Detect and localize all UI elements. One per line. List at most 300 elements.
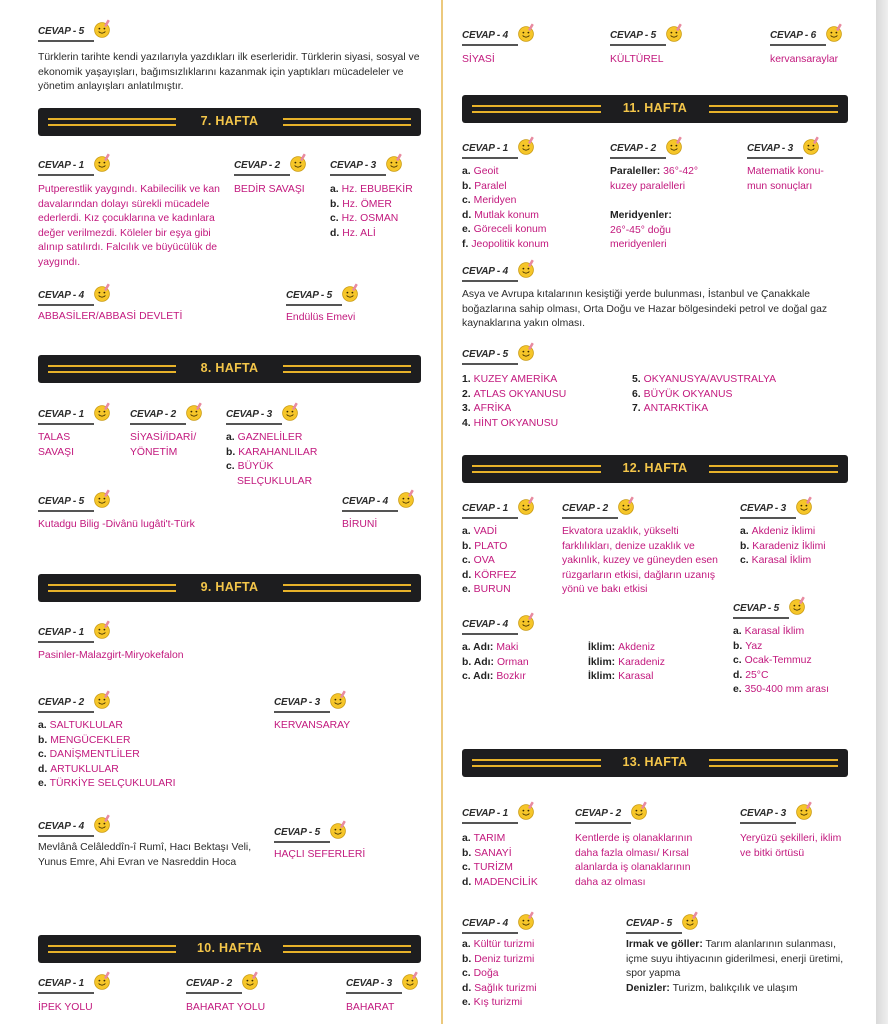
answer-header	[130, 402, 210, 426]
list-value: TURİZM	[473, 862, 513, 874]
list-value: Karasal İklim	[744, 626, 805, 637]
answer-underline	[462, 517, 518, 519]
banner-line	[703, 759, 838, 761]
list-item	[462, 180, 549, 195]
list-key: a.	[462, 166, 471, 177]
answer-header	[740, 496, 820, 520]
list-item	[462, 223, 549, 238]
answer-label: CEVAP - 2	[562, 503, 608, 514]
list-key: 2.	[462, 388, 471, 400]
answer-text: SİYASİ	[462, 54, 495, 65]
list-item	[740, 540, 826, 555]
list-key: b.	[740, 540, 750, 552]
smiley-pencil-icon	[516, 911, 536, 931]
list-key: 3.	[462, 403, 471, 415]
answer-label: CEVAP - 5	[610, 30, 656, 41]
answer-list	[462, 938, 537, 1011]
list-key: c.	[38, 749, 47, 761]
answer-underline	[626, 932, 682, 934]
list-item	[462, 554, 516, 569]
banner-line	[48, 590, 182, 592]
smiley-pencil-icon	[184, 402, 204, 422]
list-value: GAZNELİLER	[237, 432, 303, 443]
answer-label: CEVAP - 4	[462, 266, 508, 277]
list-value: SALTUKLULAR	[49, 720, 123, 731]
text-line: YÖNETİM	[130, 446, 178, 458]
answer-header	[462, 496, 542, 520]
list-item	[462, 861, 538, 876]
list-value: Ocak-Temmuz	[744, 655, 812, 667]
list-key: b.	[226, 446, 236, 458]
smiley-pencil-icon	[240, 971, 260, 991]
list-value: Göreceli konum	[473, 224, 547, 236]
answer-underline	[330, 174, 386, 176]
list-value: MADENCİLİK	[474, 876, 538, 888]
answer-label: CEVAP - 5	[626, 918, 672, 929]
answer-text: Endülüs Emevi	[286, 312, 356, 323]
answer-header	[462, 23, 542, 47]
list-item	[733, 640, 829, 655]
list-key: d.	[330, 227, 340, 239]
list-item	[462, 194, 549, 209]
list-key: d.	[462, 209, 472, 221]
list-value: PLATO	[474, 540, 508, 552]
answer-underline	[130, 423, 186, 425]
list-key: 7.	[632, 403, 641, 415]
answer-header	[38, 19, 118, 43]
answer-text: Asya ve Avrupa kıtalarının kesiştiği yerde bulunması, İstanbul ve Çanakkale boğazlarına sahip olması, Orta Doğu ve Hazar bölgesindeki petrol ve doğal gaz kaynaklarına yakın olması.	[462, 289, 828, 330]
smiley-pencil-icon	[92, 814, 112, 834]
smiley-pencil-icon	[92, 690, 112, 710]
answer-text	[626, 938, 848, 996]
list-item	[38, 719, 176, 734]
list-value: 25°C	[745, 669, 769, 681]
list-item	[733, 625, 829, 640]
list-item	[38, 777, 176, 792]
list-key: c.	[226, 461, 235, 473]
list-value: DANİŞMENTLİLER	[49, 749, 140, 761]
banner-line	[472, 765, 607, 767]
answer-underline	[346, 992, 402, 994]
answer-list	[38, 719, 176, 792]
list-item	[462, 402, 566, 417]
answer-header	[575, 801, 655, 825]
text-line: Matematik konu-	[747, 166, 824, 177]
list-key: 1.	[462, 374, 471, 385]
answer-header	[462, 342, 542, 366]
list-value: Hz. ALİ	[342, 227, 376, 239]
banner-line	[277, 951, 411, 953]
answer-header	[186, 971, 266, 995]
list-item	[226, 460, 317, 475]
answer-label: CEVAP - 1	[462, 503, 508, 514]
list-value: KÖRFEZ	[474, 569, 517, 581]
answer-label: CEVAP - 5	[462, 349, 508, 360]
list-item	[462, 656, 529, 671]
list-value: 350-400 mm arası	[744, 684, 829, 696]
smiley-pencil-icon	[516, 342, 536, 362]
list-value: ATLAS OKYANUSU	[473, 388, 567, 400]
answer-underline	[462, 280, 518, 282]
smiley-pencil-icon	[516, 23, 536, 43]
answer-underline	[38, 992, 94, 994]
smiley-pencil-icon	[288, 153, 308, 173]
list-item	[38, 734, 176, 749]
banner-line	[48, 371, 182, 373]
list-item	[462, 876, 538, 891]
list-value: OVA	[473, 555, 495, 567]
list-key: b.	[462, 847, 472, 859]
list-value: Karadeniz	[618, 656, 665, 668]
list-value: VADİ	[473, 526, 498, 537]
seas-value: Turizm, balıkçılık ve ulaşım	[672, 982, 798, 994]
answer-text: BAHARAT	[346, 1002, 395, 1013]
banner-line	[277, 371, 411, 373]
list-value: HİNT OKYANUSU	[473, 417, 559, 429]
answer-header	[38, 620, 118, 644]
answer-list	[588, 641, 665, 685]
list-item	[226, 446, 317, 461]
answer-header	[610, 136, 690, 160]
answer-underline	[226, 423, 282, 425]
banner-line	[277, 945, 411, 947]
answer-text: BAHARAT YOLU	[186, 1002, 266, 1013]
answer-label: CEVAP - 3	[274, 697, 320, 708]
answer-header	[38, 814, 118, 838]
answer-text: HAÇLI SEFERLERİ	[274, 849, 366, 860]
answer-text: Pasinler-Malazgirt-Miryokefalon	[38, 650, 184, 661]
list-item	[740, 554, 826, 569]
answer-label: CEVAP - 2	[38, 697, 84, 708]
list-value: Sağlık turizmi	[474, 982, 537, 994]
banner-line	[48, 584, 182, 586]
answer-label: CEVAP - 3	[740, 808, 786, 819]
week-title: 8. HAFTA	[176, 361, 283, 375]
list-key: c.	[462, 968, 471, 980]
banner-line	[277, 584, 411, 586]
week-banner	[38, 355, 421, 383]
answer-header	[330, 153, 410, 177]
answer-text: Putperestlik yaygındı. Kabilecilik ve kan davalarından dolayı sürekli mücadele ederlerdi. Kız çocuklarına ve kadınlara değer verilmezdi. Köleler bir eşya gibi alınıp satılırdı. Falcılık ve büyücülük de yaygındı.	[38, 184, 220, 268]
list-item	[462, 540, 516, 555]
list-key: 5.	[632, 374, 641, 385]
week-title: 12. HAFTA	[601, 461, 709, 475]
banner-line	[277, 118, 411, 120]
answer-underline	[38, 711, 94, 713]
answer-label: CEVAP - 2	[130, 409, 176, 420]
answer-text: Mevlânâ Celâleddîn-î Rumî, Hacı Bektaşı Veli, Yunus Emre, Ahi Evran ve Nasreddin Hoca	[38, 842, 252, 868]
banner-line	[48, 365, 182, 367]
smiley-pencil-icon	[328, 820, 348, 840]
text-line: SİYASİ/İDARİ/	[130, 432, 197, 443]
answer-underline	[462, 932, 518, 934]
answer-label: CEVAP - 4	[462, 30, 508, 41]
answer-text: Yeryüzü şekilleri, iklim ve bitki örtüsü	[740, 833, 842, 859]
list-key: d.	[733, 669, 743, 681]
smiley-pencil-icon	[92, 489, 112, 509]
list-value: SANAYİ	[474, 847, 512, 859]
list-value: MENGÜCEKLER	[50, 734, 131, 746]
list-key: c.	[462, 555, 471, 567]
list-value: BURUN	[473, 584, 511, 596]
meridians-value: meridyenleri	[610, 239, 667, 251]
answer-underline	[38, 423, 94, 425]
smiley-pencil-icon	[824, 23, 844, 43]
banner-line	[48, 124, 182, 126]
answer-header	[747, 136, 827, 160]
answer-label: CEVAP - 5	[274, 827, 320, 838]
list-value: Karasal	[618, 671, 654, 683]
list-value: Karadeniz İklimi	[752, 540, 826, 552]
list-item	[588, 656, 665, 671]
list-item	[462, 388, 566, 403]
answer-header	[38, 690, 118, 714]
smiley-pencil-icon	[92, 971, 112, 991]
list-value: ARTUKLULAR	[50, 763, 119, 775]
answer-label: CEVAP - 5	[286, 290, 332, 301]
list-item	[462, 832, 538, 847]
answer-underline	[38, 304, 94, 306]
list-value: Jeopolitik konum	[471, 238, 549, 250]
smiley-pencil-icon	[92, 283, 112, 303]
list-value: Akdeniz	[618, 642, 656, 653]
list-key: b.	[462, 953, 472, 965]
answer-underline	[740, 517, 796, 519]
smiley-pencil-icon	[664, 23, 684, 43]
answer-underline	[274, 711, 330, 713]
answer-list	[462, 165, 549, 253]
list-value: Akdeniz İklimi	[751, 526, 816, 537]
list-value: Geoit	[473, 166, 499, 177]
answer-text: KÜLTÜREL	[610, 54, 664, 65]
answer-underline	[747, 157, 803, 159]
banner-line	[472, 471, 607, 473]
list-key: c.	[733, 655, 742, 667]
answer-list	[462, 832, 538, 890]
list-item	[330, 227, 413, 242]
smiley-pencil-icon	[629, 801, 649, 821]
list-key: c.	[462, 195, 471, 207]
list-item	[462, 373, 566, 388]
parallels-block	[610, 165, 740, 194]
list-item	[733, 669, 829, 684]
banner-line	[703, 471, 838, 473]
list-item	[632, 402, 776, 417]
list-item	[632, 388, 776, 403]
list-key: b.	[733, 640, 743, 652]
answer-text: BEDİR SAVAŞI	[234, 184, 305, 195]
answer-underline	[733, 617, 789, 619]
answer-underline	[462, 157, 518, 159]
meridians-label: Meridyenler:	[610, 210, 672, 221]
rivers-label: Irmak ve göller:	[626, 939, 703, 950]
list-key: f.	[462, 238, 469, 250]
list-value: Hz. EBUBEKİR	[341, 184, 413, 195]
week-title: 13. HAFTA	[601, 755, 709, 769]
answer-text: kervansaraylar	[770, 54, 839, 65]
list-key: d.	[462, 569, 472, 581]
list-key: d.	[462, 876, 472, 888]
answer-label: CEVAP - 1	[38, 627, 84, 638]
smiley-pencil-icon	[801, 136, 821, 156]
answer-list	[462, 373, 566, 431]
smiley-pencil-icon	[794, 496, 814, 516]
list-value: Orman	[496, 656, 529, 668]
smiley-pencil-icon	[396, 489, 416, 509]
answer-header	[610, 23, 690, 47]
list-key: c.	[330, 213, 339, 225]
week-title: 7. HAFTA	[176, 114, 283, 128]
list-item	[226, 431, 317, 446]
answer-list	[632, 373, 776, 417]
list-key: 6.	[632, 388, 641, 400]
list-value: Hz. ÖMER	[342, 198, 392, 210]
list-item	[38, 748, 176, 763]
answer-underline	[234, 174, 290, 176]
answer-header	[462, 259, 542, 283]
list-key: İklim:	[588, 656, 616, 668]
page-edge	[876, 0, 888, 1024]
list-value: BÜYÜK OKYANUS	[643, 388, 733, 400]
list-item	[733, 683, 829, 698]
answer-list	[462, 525, 516, 598]
answer-underline	[770, 44, 826, 46]
list-key: e.	[462, 997, 471, 1009]
answer-header	[38, 971, 118, 995]
answer-underline	[38, 835, 94, 837]
list-item	[462, 641, 529, 656]
banner-line	[277, 590, 411, 592]
list-value: Doğa	[473, 968, 499, 980]
answer-header	[38, 283, 118, 307]
answer-list	[226, 431, 317, 489]
list-key: 4.	[462, 417, 471, 429]
answer-label: CEVAP - 3	[226, 409, 272, 420]
answer-label: CEVAP - 1	[462, 808, 508, 819]
smiley-pencil-icon	[516, 801, 536, 821]
smiley-pencil-icon	[92, 19, 112, 39]
list-item	[462, 165, 549, 180]
answer-label: CEVAP - 4	[462, 918, 508, 929]
banner-line	[703, 111, 838, 113]
smiley-pencil-icon	[516, 496, 536, 516]
banner-line	[472, 111, 607, 113]
list-key: e.	[462, 584, 471, 596]
list-item	[462, 583, 516, 598]
list-value: Meridyen	[473, 195, 517, 207]
answer-label: CEVAP - 1	[462, 143, 508, 154]
list-item	[462, 417, 566, 432]
text-line: SAVAŞI	[38, 446, 74, 458]
banner-line	[48, 951, 182, 953]
week-banner	[462, 749, 848, 777]
answer-label: CEVAP - 3	[747, 143, 793, 154]
list-key: a.	[38, 720, 47, 731]
list-item	[588, 670, 665, 685]
seas-label: Denizler:	[626, 982, 670, 994]
list-item	[462, 967, 537, 982]
list-item	[632, 373, 776, 388]
smiley-pencil-icon	[516, 136, 536, 156]
list-key: a.	[330, 184, 339, 195]
answer-header	[346, 971, 426, 995]
answer-text: KERVANSARAY	[274, 720, 351, 731]
answer-underline	[462, 44, 518, 46]
smiley-pencil-icon	[516, 612, 536, 632]
answer-header	[286, 283, 366, 307]
smiley-pencil-icon	[616, 496, 636, 516]
list-item	[462, 996, 537, 1011]
list-value: Hz. OSMAN	[341, 213, 399, 225]
answer-underline	[462, 822, 518, 824]
answer-label: CEVAP - 4	[38, 290, 84, 301]
answer-label: CEVAP - 3	[330, 160, 376, 171]
list-item	[226, 475, 317, 490]
answer-label: CEVAP - 2	[186, 978, 232, 989]
answer-list	[130, 431, 196, 460]
answer-list	[330, 183, 413, 241]
parallels-value: 36°-42°	[663, 166, 699, 177]
list-key: a.	[733, 626, 742, 637]
list-key: d.	[462, 982, 472, 994]
text-line: TALAS	[38, 432, 71, 443]
answer-underline	[286, 304, 342, 306]
list-value: Deniz turizmi	[474, 953, 535, 965]
answer-underline	[462, 363, 518, 365]
answer-text: Türklerin tarihte kendi yazılarıyla yazdıkları ilk eserleridir. Türklerin siyasi, sosyal ve ekonomik yaşayışları, bağımsızlıklarını kazanmak için yaptıkları mücadeleler ve yönetim anlayışları anlatılmıştır.	[38, 52, 420, 93]
answer-header	[733, 596, 813, 620]
week-title: 9. HAFTA	[176, 580, 283, 594]
week-banner	[38, 574, 421, 602]
list-value: TARIM	[473, 833, 506, 844]
list-item	[462, 525, 516, 540]
week-title: 11. HAFTA	[601, 101, 709, 115]
smiley-pencil-icon	[92, 153, 112, 173]
list-key: e.	[733, 684, 742, 696]
list-value: OKYANUSYA/AVUSTRALYA	[643, 374, 777, 385]
column-divider	[441, 0, 443, 1024]
answer-header	[770, 23, 850, 47]
list-value: Karasal İklim	[751, 555, 812, 567]
answer-header	[274, 690, 354, 714]
answer-label: CEVAP - 5	[38, 26, 84, 37]
answer-header	[462, 136, 542, 160]
list-value: Kültür turizmi	[473, 939, 535, 950]
answer-header	[462, 801, 542, 825]
list-key: b.	[38, 734, 48, 746]
smiley-pencil-icon	[794, 801, 814, 821]
list-key: c.	[462, 862, 471, 874]
smiley-pencil-icon	[664, 136, 684, 156]
answer-header	[38, 153, 118, 177]
list-item	[588, 641, 665, 656]
list-value: AFRİKA	[473, 403, 512, 415]
answer-underline	[575, 822, 631, 824]
answer-label: CEVAP - 2	[610, 143, 656, 154]
answer-header	[562, 496, 642, 520]
list-key: a.	[740, 526, 749, 537]
answer-text: Ekvatora uzaklık, yükselti farklılıkları, denize uzaklık ve yakınlık, kuzey ve güneyden esen rüzgarların etkisi, dağların uzanış yönü ve bakı etkisi	[562, 526, 718, 596]
list-item	[462, 238, 549, 253]
list-key: b.	[330, 198, 340, 210]
list-item	[462, 569, 516, 584]
list-value: Bozkır	[496, 671, 526, 683]
parallels-label: Paraleller:	[610, 166, 661, 177]
answer-label: CEVAP - 4	[342, 496, 388, 507]
answer-underline	[342, 510, 398, 512]
banner-line	[48, 118, 182, 120]
answer-label: CEVAP - 4	[462, 619, 508, 630]
